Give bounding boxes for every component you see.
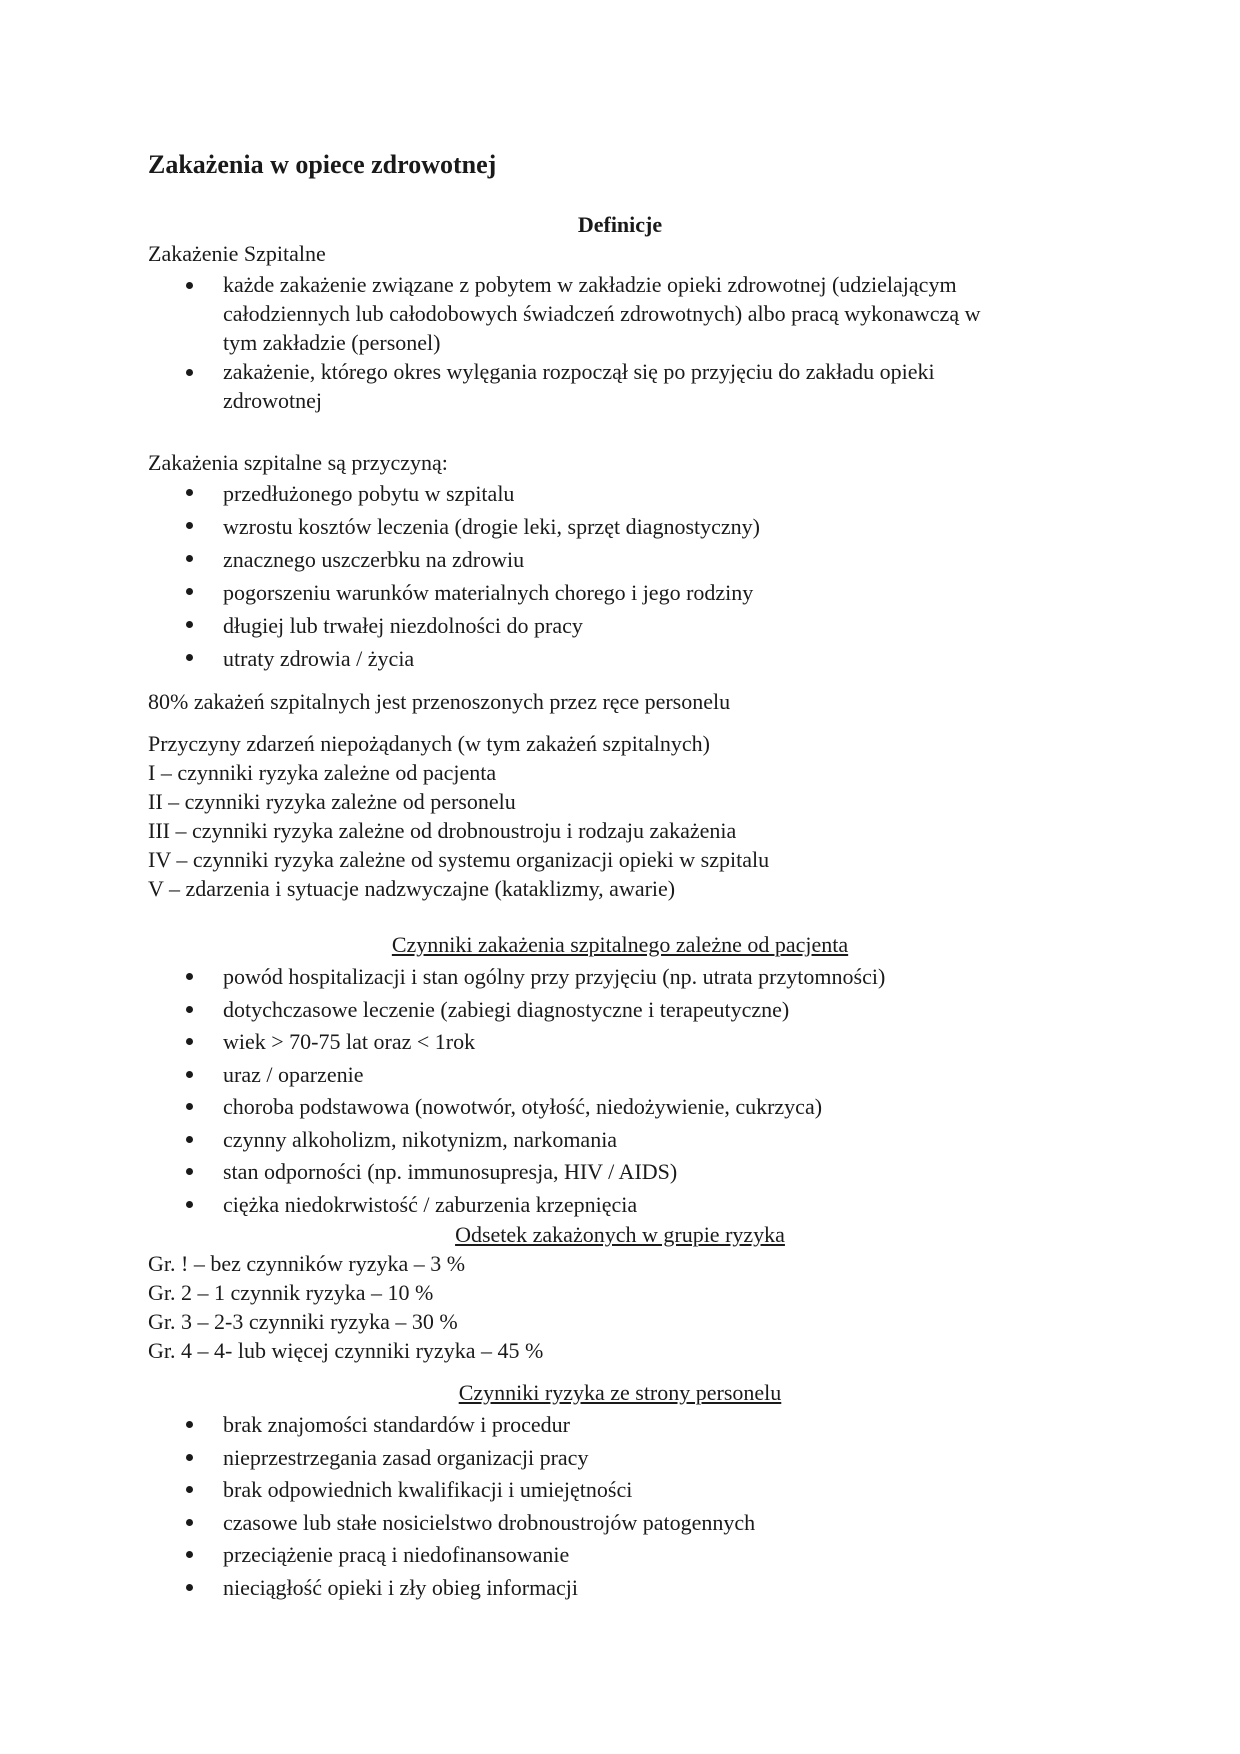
szpitalne-label: Zakażenie Szpitalne <box>148 241 326 266</box>
list-item <box>148 357 980 415</box>
list-item: powód hospitalizacji i stan ogólny przy przyjęciu (np. utrata przytomności) <box>148 961 885 994</box>
list-item: brak odpowiednich kwalifikacji i umiejętności <box>148 1474 755 1507</box>
list-item: wzrostu kosztów leczenia (drogie leki, sprzęt diagnostyczny) <box>148 510 760 543</box>
odsetek-item: Gr. 2 – 1 czynnik ryzyka – 10 % <box>148 1280 434 1305</box>
przyczyny-zdarzen-item: I – czynniki ryzyka zależne od pacjenta <box>148 760 497 785</box>
definitions-heading: Definicje <box>577 212 663 237</box>
przyczyny-zdarzen-item: V – zdarzenia i sytuacje nadzwyczajne (kataklizmy, awarie) <box>148 876 676 901</box>
szpitalne-list <box>148 270 980 415</box>
list-item <box>148 270 980 357</box>
pacjent-heading: Czynniki zakażenia szpitalnego zależne od pacjenta <box>391 932 849 957</box>
list-line: całodziennych lub całodobowych świadczeń zdrowotnych) albo pracą wykonawczą w <box>223 301 981 326</box>
list-line: zdrowotnej <box>223 388 322 413</box>
list-item: czynny alkoholizm, nikotynizm, narkomania <box>148 1124 885 1157</box>
odsetek-item: Gr. 3 – 2-3 czynniki ryzyka – 30 % <box>148 1309 458 1334</box>
list-item: nieprzestrzegania zasad organizacji pracy <box>148 1442 755 1475</box>
list-item: choroba podstawowa (nowotwór, otyłość, niedożywienie, cukrzyca) <box>148 1091 885 1124</box>
przyczyna-list <box>148 477 760 675</box>
list-item: wiek > 70-75 lat oraz < 1rok <box>148 1026 885 1059</box>
pacjent-list <box>148 961 885 1221</box>
list-item: uraz / oparzenie <box>148 1059 885 1092</box>
przyczyna-label: Zakażenia szpitalne są przyczyną: <box>148 450 448 475</box>
personel-list <box>148 1409 755 1604</box>
document-title: Zakażenia w opiece zdrowotnej <box>148 150 497 179</box>
odsetek-item: Gr. 4 – 4- lub więcej czynniki ryzyka – 45 % <box>148 1338 544 1363</box>
list-item: znacznego uszczerbku na zdrowiu <box>148 543 760 576</box>
list-line: każde zakażenie związane z pobytem w zakładzie opieki zdrowotnej (udzielającym <box>223 272 957 297</box>
list-line: zakażenie, którego okres wylęgania rozpoczął się po przyjęciu do zakładu opieki <box>223 359 935 384</box>
list-item: długiej lub trwałej niezdolności do pracy <box>148 609 760 642</box>
list-line: tym zakładzie (personel) <box>223 330 441 355</box>
odsetek-heading: Odsetek zakażonych w grupie ryzyka <box>455 1222 785 1247</box>
list-item: brak znajomości standardów i procedur <box>148 1409 755 1442</box>
list-item: czasowe lub stałe nosicielstwo drobnoustrojów patogennych <box>148 1507 755 1540</box>
list-item: dotychczasowe leczenie (zabiegi diagnostyczne i terapeutyczne) <box>148 994 885 1027</box>
statement: 80% zakażeń szpitalnych jest przenoszonych przez ręce personelu <box>148 689 731 714</box>
list-item: przedłużonego pobytu w szpitalu <box>148 477 760 510</box>
odsetek-item: Gr. ! – bez czynników ryzyka – 3 % <box>148 1251 466 1276</box>
przyczyny-zdarzen-item: III – czynniki ryzyka zależne od drobnoustroju i rodzaju zakażenia <box>148 818 737 843</box>
list-item: stan odporności (np. immunosupresja, HIV / AIDS) <box>148 1156 885 1189</box>
list-item: nieciągłość opieki i zły obieg informacji <box>148 1572 755 1605</box>
list-item: pogorszeniu warunków materialnych chorego i jego rodziny <box>148 576 760 609</box>
przyczyny-zdarzen-item: IV – czynniki ryzyka zależne od systemu organizacji opieki w szpitalu <box>148 847 770 872</box>
personel-heading: Czynniki ryzyka ze strony personelu <box>458 1380 782 1405</box>
przyczyny-zdarzen-label: Przyczyny zdarzeń niepożądanych (w tym zakażeń szpitalnych) <box>148 731 710 756</box>
list-item: ciężka niedokrwistość / zaburzenia krzepnięcia <box>148 1189 885 1222</box>
list-item: utraty zdrowia / życia <box>148 642 760 675</box>
list-item: przeciążenie pracą i niedofinansowanie <box>148 1539 755 1572</box>
przyczyny-zdarzen-item: II – czynniki ryzyka zależne od personelu <box>148 789 516 814</box>
